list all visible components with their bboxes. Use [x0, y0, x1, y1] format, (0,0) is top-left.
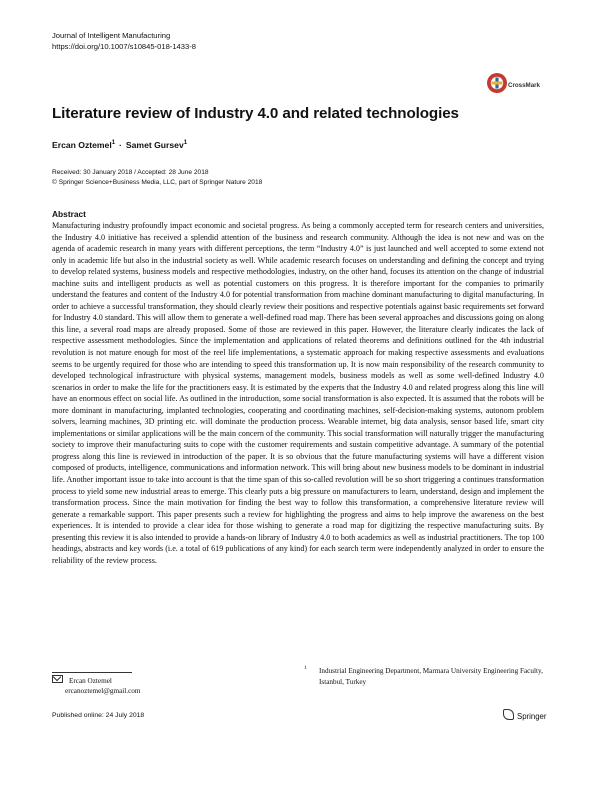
doi-link[interactable]: https://doi.org/10.1007/s10845-018-1433-8 — [52, 42, 196, 51]
crossmark-label: CrossMark — [508, 82, 540, 89]
author-separator: · — [119, 140, 122, 150]
publisher-logo — [503, 709, 546, 721]
copyright-line: © Springer Science+Business Media, LLC, part of Springer Nature 2018 — [52, 179, 263, 186]
crossmark-badge[interactable] — [486, 72, 546, 98]
abstract-text: Manufacturing industry profoundly impact economic and societal progress. As being a commonly accepted term for research centers and universities, the Industry 4.0 initiative has received a splendid attention of the business and research community. Although the idea is not new and was on the agenda of academic research in many years with different perceptions, the term “Industry 4.0” is just launched and well accepted to some extend not only in academic life but also in the industrial society as well. While academic research focuses on understanding and defining the concept and trying to develop related systems, business models and respective methodologies, industry, on the other hand, focuses its attention on the change of industrial machine suits and intelligent products as well as potential customers on this progress. It is therefore important for the companies to primarily understand the features and content of the Industry 4.0 for potential transformation from machine dominant manufacturing to digital manufacturing. In order to achieve a successful transformation, they should clearly review their positions and respective potentials against basic requirements set forward for Industry 4.0 standard. This will allow them to generate a well-defined road map. There has been several approaches and discussions going on along this line, a several road maps are already proposed. Some of those are reviewed in this paper. However, the literature clearly indicates the lack of respective assessment methodologies. Since the implementation and applications of related theorems and definitions outlined for the 4th industrial revolution is not mature enough for most of the reel life implementations, a systematic approach for making respective assessments and evaluations seems to be urgently required for those who are intending to speed this transformation up. It is now main responsibility of the research community to developed technological infrastructure with physical systems, management models, business models as well as some well-defined Industry 4.0 scenarios in order to make the life for the practitioners easy. It is estimated by the experts that the Industry 4.0 and related progress along this line will have an enormous effect on social life. As outlined in the introduction, some social transformation is also expected. It is assumed that the robots will be more dominant in manufacturing, implanted technologies, cooperating and coordinating machines, self-decision-making systems, autonom problem solvers, learning machines, 3D printing etc. will dominate the production process. Wearable internet, big data analysis, sensor based life, smart city implementations or similar applications will be the main concern of the community. This social transformation will naturally trigger the manufacturing society to improve their manufacturing suits to cope with the customer requirements and sustain competitive advantage. A summary of the potential progress along this line is reviewed in introduction of the paper. It is so obvious that the future manufacturing systems will have a different vision composed of products, intelligence, communications and information network. This will bring about new business models to be dominant in industrial life. Another important issue to take into account is that the time span of this so-called revolution will be so short triggering a continues transformation process to yield some new industrial areas to emerge. This clearly puts a big pressure on manufacturers to learn, understand, design and implement the transformation process. Since the main motivation for finding the best way to follow this transformation, a comprehensive literature review will generate a remarkable support. This paper presents such a review for highlighting the progress and aims to help improve the awareness on the best experiences. It is intended to provide a clear idea for those wishing to generate a road map for digitizing the respective manufacturing suits. By presenting this review it is also intended to provide a hands-on library of Industry 4.0 to both academics as well as industrial practitioners. The top 100 headings, abstracts and key words (i.e. a total of 619 publications of any kind) for each search term were independently analyzed in order to ensure the reliability of the review process. — [52, 221, 544, 565]
affiliation-number: 1 — [304, 665, 307, 671]
corresponding-name: Ercan Oztemel — [69, 677, 112, 685]
springer-horse-icon — [503, 709, 514, 720]
footnote-divider — [52, 672, 132, 673]
crossmark-icon — [486, 72, 508, 94]
article-title: Literature review of Industry 4.0 and related technologies — [52, 105, 459, 122]
author-name: Ercan Oztemel — [52, 140, 112, 150]
article-dates: Received: 30 January 2018 / Accepted: 28 June 2018 — [52, 169, 209, 176]
abstract-heading: Abstract — [52, 209, 86, 219]
published-online: Published online: 24 July 2018 — [52, 712, 145, 719]
author-affil-mark: 1 — [183, 140, 188, 147]
affiliation-text: Industrial Engineering Department, Marmara University Engineering Faculty, Istanbul, Turkey — [319, 667, 543, 686]
envelope-icon — [52, 675, 63, 683]
publisher-name: Springer — [517, 712, 547, 721]
author-name: Samet Gursev — [125, 140, 184, 150]
author-list — [52, 140, 187, 150]
journal-name: Journal of Intelligent Manufacturing — [52, 31, 171, 40]
corresponding-email[interactable]: ercanoztemel@gmail.com — [65, 687, 141, 695]
author-affil-mark: 1 — [111, 140, 116, 147]
